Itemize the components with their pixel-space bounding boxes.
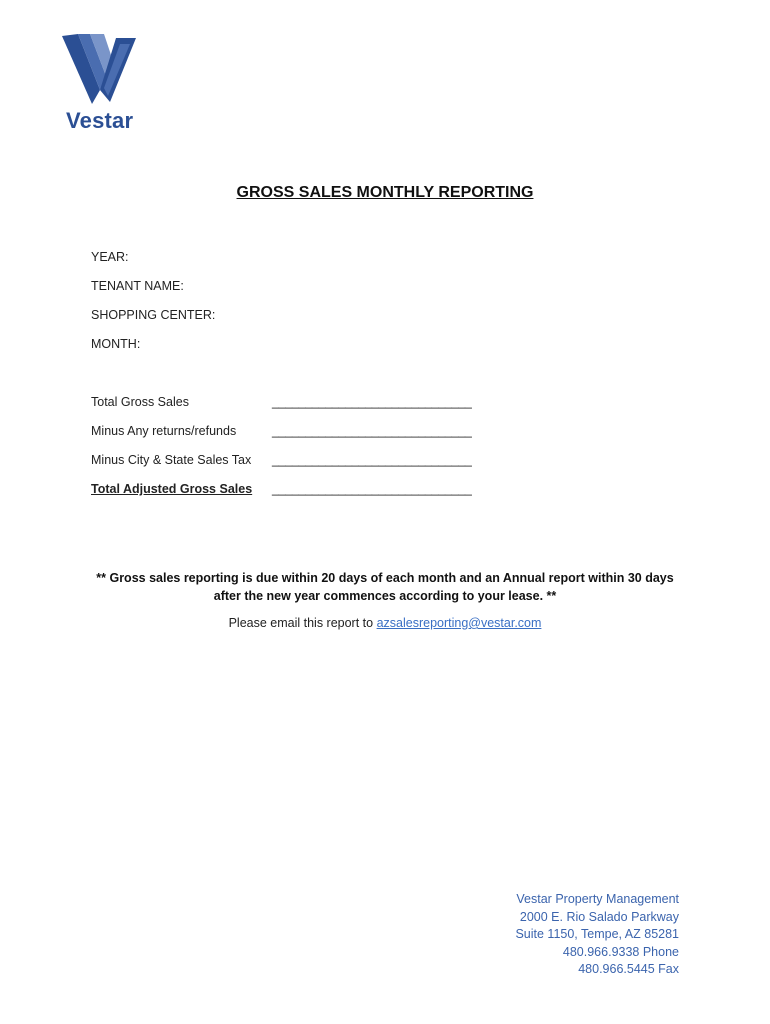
total-gross-sales-label: Total Gross Sales [91, 395, 189, 409]
page-title: GROSS SALES MONTHLY REPORTING [236, 184, 534, 201]
sales-tax-label: Minus City & State Sales Tax [91, 453, 252, 467]
footer-phone: 480.966.9338 Phone [562, 944, 679, 959]
deadline-notice [0, 569, 770, 605]
returns-refunds-blank[interactable]: ______________________________ [272, 424, 472, 438]
email-link[interactable]: azsalesreporting@vestar.com [376, 616, 542, 630]
total-adjusted-gross-sales-label: Total Adjusted Gross Sales [91, 482, 253, 496]
footer-city: Suite 1150, Tempe, AZ 85281 [515, 927, 679, 941]
total-adjusted-gross-sales-blank[interactable]: ______________________________ [272, 482, 472, 496]
vestar-v-logo-icon [60, 30, 140, 110]
logo-wordmark: Vestar [66, 108, 134, 133]
sales-tax-blank[interactable]: ______________________________ [272, 453, 472, 467]
year-label: YEAR: [91, 250, 129, 264]
email-instruction [0, 616, 770, 630]
month-label: MONTH: [91, 337, 141, 351]
footer-company: Vestar Property Management [516, 892, 679, 906]
returns-refunds-label: Minus Any returns/refunds [91, 424, 237, 438]
footer-street: 2000 E. Rio Salado Parkway [519, 909, 679, 924]
footer-fax: 480.966.5445 Fax [578, 962, 679, 976]
deadline-notice-line2: after the new year commences according to your lease. ** [213, 589, 557, 603]
footer-address [515, 891, 679, 979]
total-gross-sales-blank[interactable]: ______________________________ [272, 395, 472, 409]
email-prefix: Please email this report to [228, 616, 377, 630]
tenant-name-label: TENANT NAME: [91, 279, 184, 293]
shopping-center-label: SHOPPING CENTER: [91, 308, 216, 322]
deadline-notice-line1: ** Gross sales reporting is due within 20 days of each month and an Annual report within 30 days [96, 571, 674, 585]
